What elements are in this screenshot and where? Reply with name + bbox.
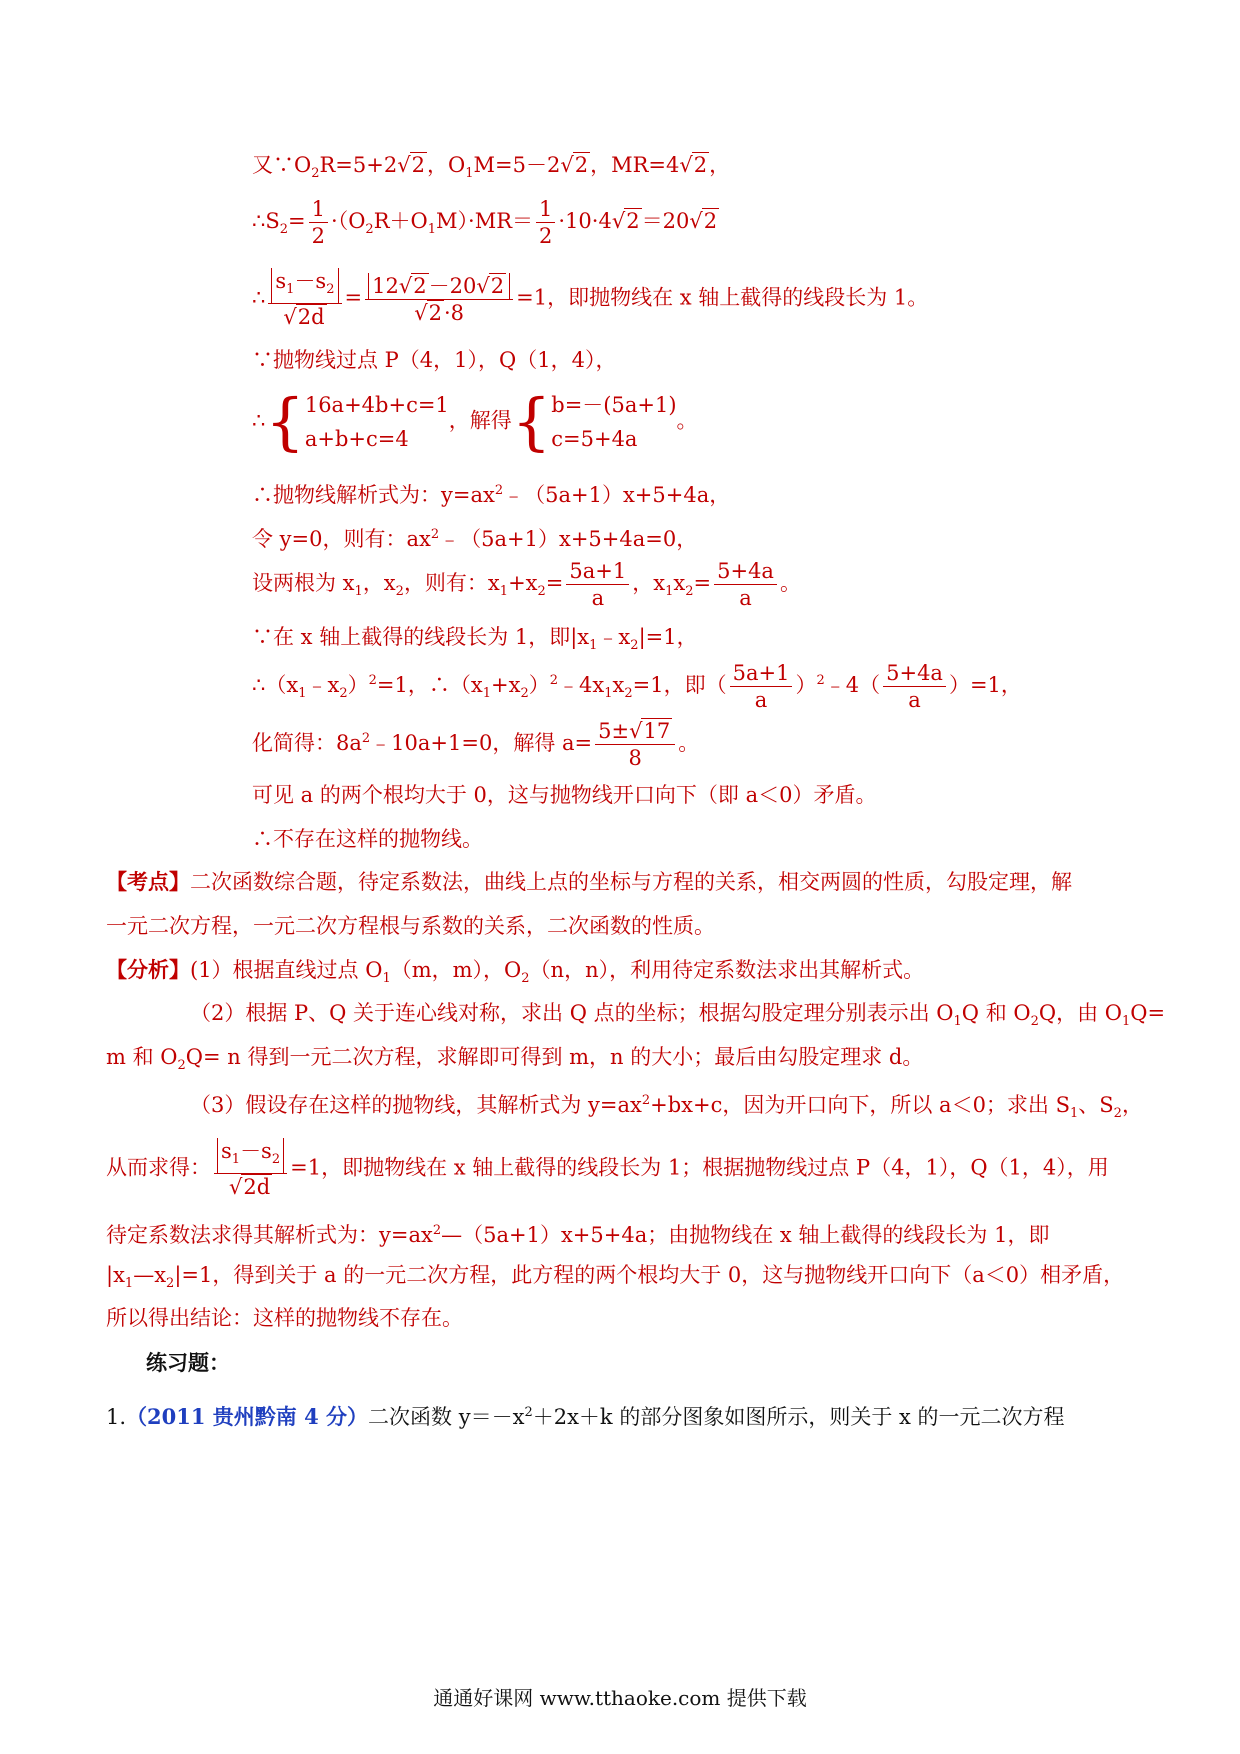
question-number: 1. [106, 1405, 127, 1429]
fraction-abs-root: $\frac{12√2-20√2}{√2\cdot 8}$ [365, 273, 513, 326]
kaodian-line-2: 一元二次方程，一元二次方程根与系数的关系，二次函数的性质。 [106, 914, 715, 938]
exercise-heading: 练习题： [146, 1350, 230, 1375]
solution-line-1: 又$\because O_2R=5+2√2$，$O_1M=5-2√2$，MR=4√2， [252, 153, 731, 182]
fenxi-line-2: （2）根据 P、Q 关于连心线对称，求出 Q 点的坐标；根据勾股定理分别表示出 $O_1Q$ 和 $O_2Q$，由 $O_1Q=$ [190, 1001, 1166, 1030]
fraction-roots-a: $\frac{5\pm√17}{8}$ [595, 718, 675, 771]
equation-system: 16a+4b+c=1 a+b+c=4 [304, 393, 449, 451]
question-1: 1.（2011 贵州黔南 4 分）二次函数 $y=-x^2+2x+k$ 的部分图象如图所示，则关于 x 的一元二次方程 [106, 1404, 1065, 1429]
fenxi-line-6: 待定系数法求得其解析式为：$y=ax^2—(5a+1)x+5+4a$；由抛物线在 x 轴上截得的线段长为 1，即 [106, 1223, 1050, 1247]
solution-line-2: $\therefore S_2=$ $\frac{1}{2}$ $\cdot(O_2R+O_1M)\cdot MR=$ $\frac{1}{2}$ ·10·4√2＝20√2 [252, 197, 718, 248]
fraction-abs-s: $\frac{s_1-s_2}{√2d}$ [268, 268, 341, 330]
fenxi-line-8: 所以得出结论：这样的抛物线不存在。 [106, 1306, 463, 1330]
kaodian-label: 【考点】 [106, 869, 190, 894]
fenxi-line-4: （3）假设存在这样的抛物线，其解析式为 $y=ax^2+bx+c$，因为开口向下，所以 a＜0；求出 $S_1$、$S_2$， [190, 1093, 1143, 1122]
kaodian-line-1: 【考点】二次函数综合题，待定系数法，曲线上点的坐标与方程的关系，相交两圆的性质，勾股定理，解 [106, 869, 1072, 894]
solution-line-11: 化简得：$8a^2﹣10a+1=0$，解得 a= $\frac{5\pm√17}{8}$ 。 [252, 719, 700, 770]
fenxi-line-1: 【分析】(1）根据直线过点 $O_1(m$，m），$O_2(n$，n），利用待定系数法求出其解析式。 [106, 957, 925, 987]
fraction-sum: $\frac{5a+1}{a}$ [730, 660, 793, 713]
solution-line-4: ∵抛物线过点 P（4，1），Q（1，4）， [252, 348, 617, 372]
solution-line-10: $\therefore(x_1﹣x_2)^2=1$，$\therefore(x_1+x_2)^2﹣4x_1x_2=1$，即（ $\frac{5a+1}{a}$ ）$^2$﹣4（ $\frac{5+4a}{a}$ ）=1， [252, 661, 1022, 712]
fenxi-line-3: m 和 $O_2Q= n$ 得到一元二次方程，求解即可得到 m，n 的大小；最后由勾股定理求 d。 [106, 1045, 924, 1074]
page-footer: 通通好课网 www.tthaoke.com 提供下载 [433, 1686, 807, 1710]
solution-line-8: 设两根为 $x_1$，$x_2$，则有：$x_1+x_2=$ $\frac{5a+1}{a}$ ，$x_1x_2=$ $\frac{5+4a}{a}$ 。 [252, 559, 801, 610]
fenxi-label: 【分析】 [106, 957, 190, 982]
solution-line-7: 令 y=0，则有：$ax^2﹣(5a+1)x+5+4a=0$， [252, 527, 698, 551]
fenxi-line-7: $|x_1—x_2|=1$，得到关于 a 的一元二次方程，此方程的两个根均大于 0，这与抛物线开口向下（a＜0）相矛盾， [106, 1263, 1125, 1292]
fenxi-line-5: 从而求得： $\frac{s_1-s_2}{√2d}$ =1，即抛物线在 x 轴上截得的线段长为 1；根据抛物线过点 P（4，1），Q（1，4），用 [106, 1139, 1109, 1200]
fraction-half: $\frac{1}{2}$ [536, 196, 555, 249]
solution-line-13: ∴不存在这样的抛物线。 [252, 827, 483, 851]
solution-line-3: ∴ $\frac{s_1-s_2}{√2d}$ = $\frac{12√2-20√2}{√2\cdot 8}$ =1，即抛物线在 x 轴上截得的线段长为 1。 [252, 269, 929, 330]
solution-line-12: 可见 a 的两个根均大于 0，这与抛物线开口向下（即 a＜0）矛盾。 [252, 783, 877, 807]
fraction-product: $\frac{5+4a}{a}$ [883, 660, 946, 713]
fraction-abs-s-2: $\frac{s_1-s_2}{√2d}$ [214, 1138, 287, 1200]
solution-system: b=－(5a+1) c=5+4a [551, 393, 677, 451]
question-source: （2011 贵州黔南 4 分） [126, 1404, 369, 1429]
fraction-half: $\frac{1}{2}$ [309, 196, 328, 249]
fraction-sum-roots: $\frac{5a+1}{a}$ [566, 558, 629, 611]
solution-line-6: ∴抛物线解析式为：$y=ax^2﹣(5a+1)x+5+4a$， [252, 483, 731, 507]
solution-line-9: ∵在 x 轴上截得的线段长为 1，即$|x_1﹣x_2|=1$， [252, 625, 698, 654]
fraction-product-roots: $\frac{5+4a}{a}$ [714, 558, 777, 611]
solution-line-5: ∴{ 16a+4b+c=1 a+b+c=4 ，解得{ b=－(5a+1) c=5+4a 。 [252, 385, 698, 458]
